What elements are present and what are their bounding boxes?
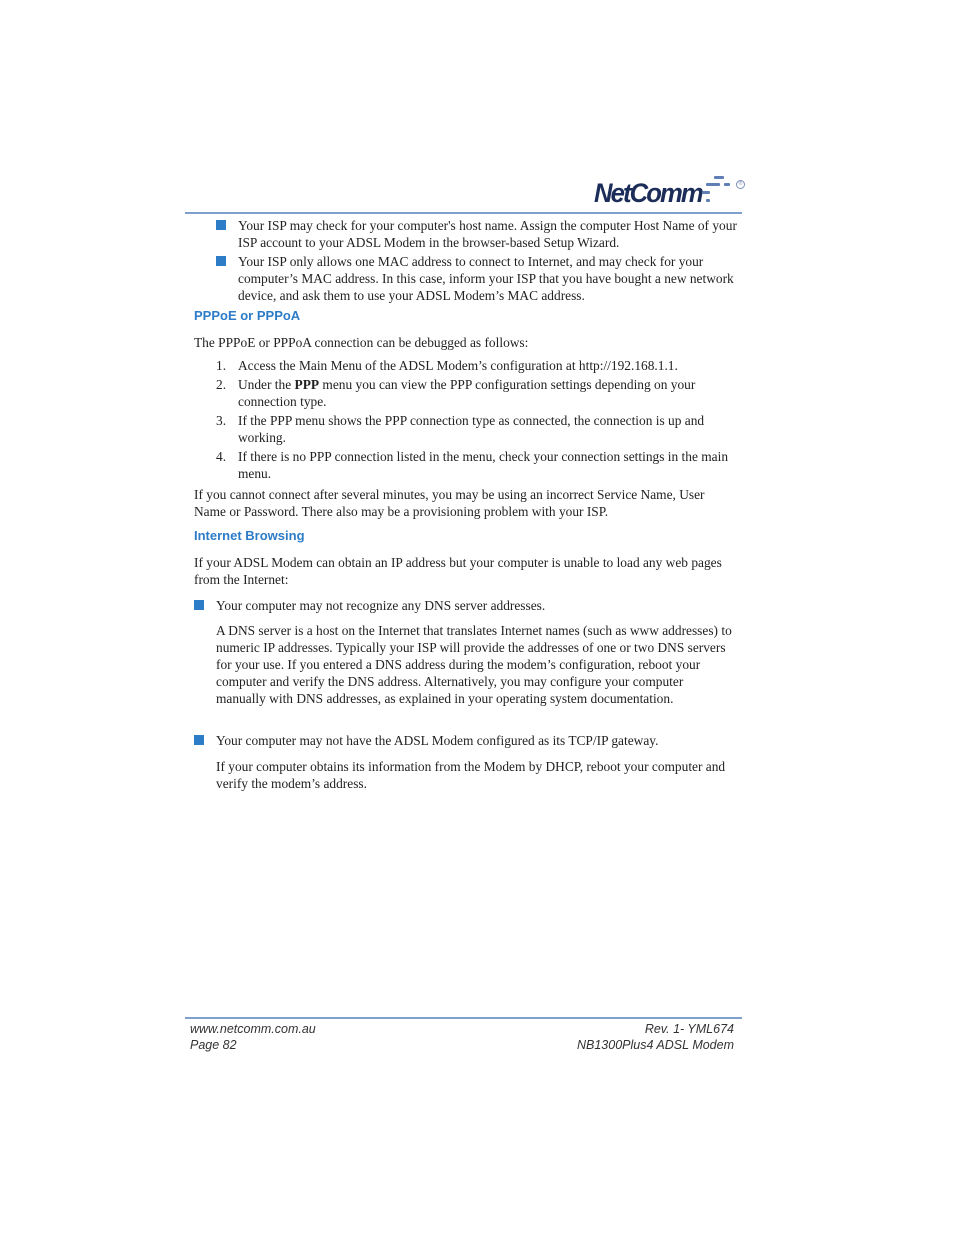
- header-rule: [185, 212, 742, 214]
- bullet-square-icon: [194, 600, 204, 610]
- bullet-square-icon: [216, 220, 226, 230]
- step-number: 4.: [216, 449, 227, 464]
- footer-website: www.netcomm.com.au: [190, 1022, 316, 1036]
- footer-rule: [185, 1017, 742, 1019]
- footer-revision: Rev. 1- YML674: [644, 1022, 734, 1036]
- bullet-detail: A DNS server is a host on the Internet that translates Internet names (such as www addresses) to numeric IP addresses. Typically your ISP will provide the addresses of one or two DNS servers for your use. If you entered a DNS address during the modem’s configuration, reboot your computer and verify the DNS address. Alternatively, you may configure your computer manually with DNS addresses, as explained in your operating system documentation.: [216, 623, 732, 706]
- bullet-text: Your ISP only allows one MAC address to connect to Internet, and may check for your computer’s MAC address. In this case, inform your ISP that you have bought a new network device, and ask them to use your ADSL Modem’s MAC address.: [238, 254, 734, 303]
- step-text-bold: PPP: [294, 377, 320, 392]
- browsing-intro: If your ADSL Modem can obtain an IP address but your computer is unable to load any web pages from the Internet:: [194, 555, 722, 587]
- step-text-pre: Under the: [238, 377, 295, 392]
- logo-text: NetComm: [594, 178, 702, 208]
- step-number: 1.: [216, 358, 227, 373]
- bullet-square-icon: [216, 256, 226, 266]
- step-text: Access the Main Menu of the ADSL Modem’s configuration at http://192.168.1.1.: [238, 358, 678, 373]
- pppoe-intro: The PPPoE or PPPoA connection can be debugged as follows:: [194, 335, 529, 350]
- step-text-post: menu you can view the PPP configuration settings depending on your connection type.: [238, 377, 696, 409]
- section-heading-pppoe: PPPoE or PPPoA: [194, 308, 301, 323]
- footer-page-number: Page 82: [190, 1038, 237, 1052]
- logo-dash: [706, 199, 710, 202]
- step-text: If there is no PPP connection listed in the menu, check your connection settings in the main menu.: [238, 449, 729, 481]
- bullet-square-icon: [194, 735, 204, 745]
- netcomm-logo: [588, 172, 748, 214]
- bullet-text: Your computer may not recognize any DNS server addresses.: [216, 598, 546, 613]
- bullet-text: Your computer may not have the ADSL Modem configured as its TCP/IP gateway.: [216, 733, 659, 748]
- registered-mark: ®: [736, 180, 745, 189]
- step-text: [238, 376, 728, 410]
- logo-dash: [724, 183, 730, 186]
- logo-dash: [706, 183, 720, 186]
- step-number: 3.: [216, 413, 227, 428]
- bullet-text: Your ISP may check for your computer's host name. Assign the computer Host Name of your ISP account to your ADSL Modem in the browser-based Setup Wizard.: [238, 218, 737, 250]
- pppoe-closing: If you cannot connect after several minutes, you may be using an incorrect Service Name, User Name or Password. There also may be a provisioning problem with your ISP.: [194, 487, 705, 519]
- bullet-detail: If your computer obtains its information from the Modem by DHCP, reboot your computer and verify the modem’s address.: [216, 759, 726, 791]
- footer-product: NB1300Plus4 ADSL Modem: [576, 1038, 734, 1052]
- step-number: 2.: [216, 377, 227, 392]
- logo-dash: [702, 191, 710, 194]
- logo-dash: [714, 176, 724, 179]
- section-heading-browsing: Internet Browsing: [194, 528, 305, 543]
- step-text: If the PPP menu shows the PPP connection type as connected, the connection is up and working.: [238, 413, 705, 445]
